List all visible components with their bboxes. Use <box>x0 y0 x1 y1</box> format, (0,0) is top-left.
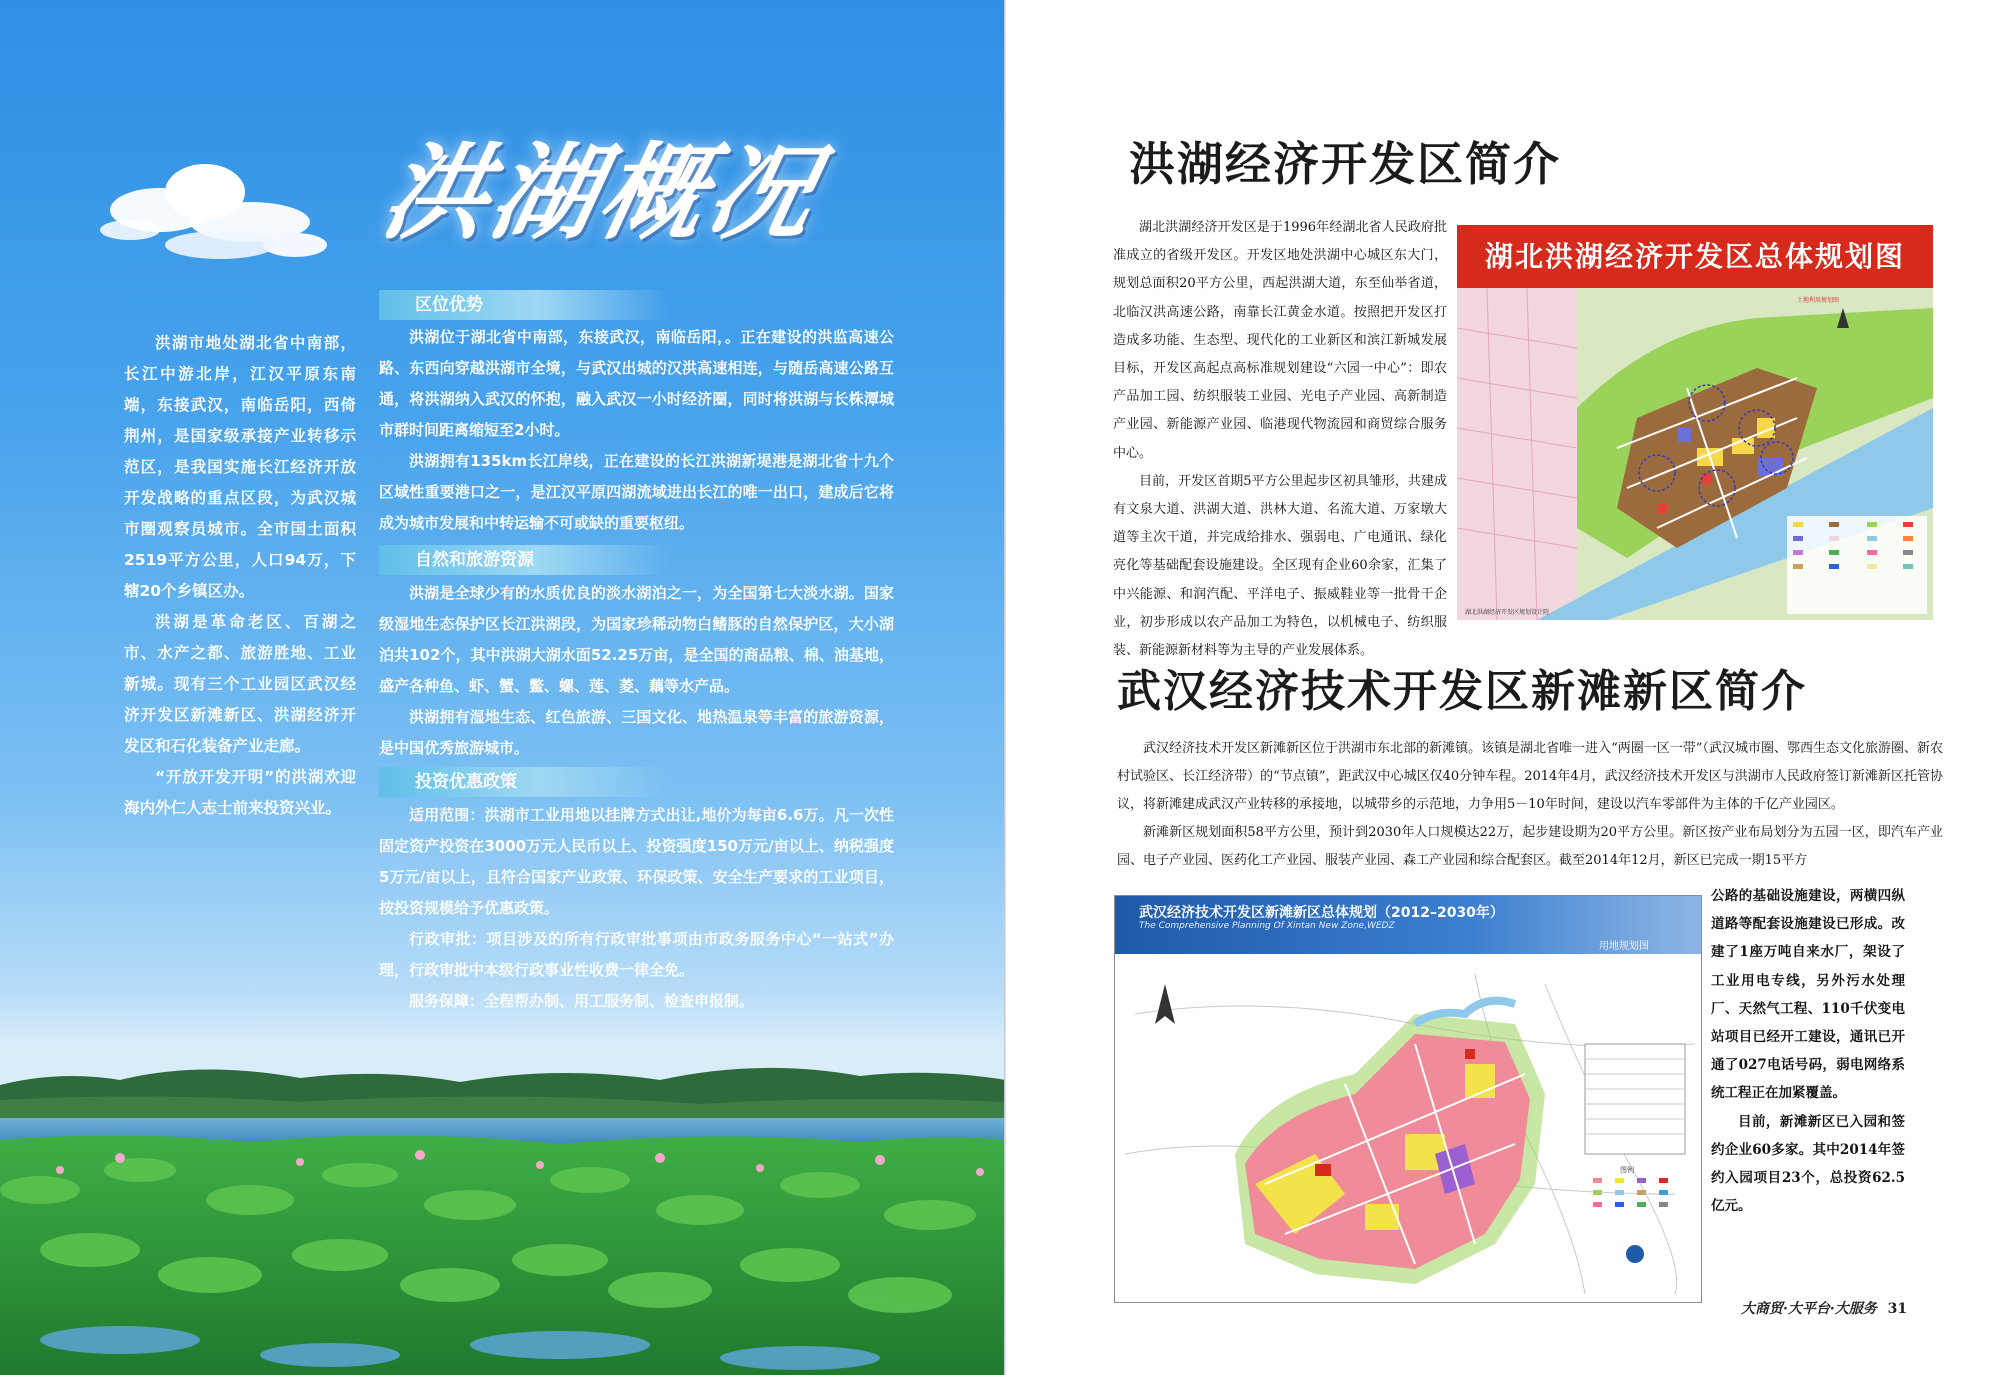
map-title: 武汉经济技术开发区新滩新区总体规划（2012–2030年） <box>1139 905 1504 921</box>
page-number: 31 <box>1887 1301 1908 1317</box>
intro-paragraph: 洪湖市地处湖北省中南部，长江中游北岸，江汉平原东南端，东接武汉，南临岳阳，西倚荆州，是国家级承接产业转移示范区，是我国实施长江经济开放开发战略的重点区段，为武汉城市圈观察员城市。全市国土面积2519平方公里，人口94万，下辖20个乡镇区办。 <box>124 334 356 600</box>
paragraph: 目前，开发区首期5平方公里起步区初具雏形，共建成有文泉大道、洪湖大道、洪林大道、名流大道、万家墩大道等主次干道，并完成给排水、强弱电、广电通讯、绿化亮化等基础配套设施建设。全区现有企业60余家，汇集了中兴能源、和润汽配、平洋电子、振威鞋业等一批骨干企业，初步形成以农产品加工为特色，以机械电子、纺织服装、新能源新材料等为主导的产业发展体系。 <box>1113 473 1447 659</box>
section-heading-location: 区位优势 <box>379 290 669 320</box>
map-legend-table <box>1585 1044 1685 1154</box>
paragraph: 新滩新区规划面积58平方公里，预计到2030年人口规模达22万，起步建设期为20平方公里。新区按产业布局划分为五园一区，即汽车产业园、电子产业园、医药化工产业园、服装产业园、森工产业园和综合配套区。截至2014年12月，新区已完成一期15平方 <box>1117 825 1943 868</box>
section-title-xintan: 武汉经济技术开发区新滩新区简介 <box>1117 666 1807 717</box>
paragraph: 武汉经济技术开发区新滩新区位于洪湖市东北部的新滩镇。该镇是湖北省唯一进入“两圈一区一带”（武汉城市圈、鄂西生态文化旅游圈、新农村试验区、长江经济带）的“节点镇”，距武汉中心城区仅40分钟车程。2014年4月，武汉经济技术开发区与洪湖市人民政府签订新滩新区托管协议，将新滩建成武汉产业转移的承接地，以城带乡的示范地，力争用5－10年时间，建设以汽车零部件为主体的千亿产业园区。 <box>1117 741 1943 812</box>
paragraph: 洪湖位于湖北省中南部，东接武汉，南临岳阳，。正在建设的洪监高速公路、东西向穿越洪湖市全境，与武汉出城的汉洪高速相连，与随岳高速公路互通，将洪湖纳入武汉的怀抱，融入武汉一小时经济圈，同时将洪湖与长株潭城市群时间距离缩短至2小时。 <box>379 328 894 439</box>
right-page <box>1006 0 2012 1375</box>
footer-slogan: 大商贸·大平台·大服务 <box>1741 1301 1877 1317</box>
paragraph: 服务保障：全程帮办制、用工服务制、检查申报制。 <box>409 992 755 1010</box>
planning-map-image <box>1457 288 1933 620</box>
legend-title: 图例 <box>1620 1166 1634 1174</box>
honghu-ez-planning-map <box>1457 225 1933 620</box>
map-caption: 湖北洪湖经济开发区规划设计院 <box>1465 609 1550 616</box>
paragraph: 洪湖拥有湿地生态、红色旅游、三国文化、地热温泉等丰富的旅游资源，是中国优秀旅游城市。 <box>379 708 894 757</box>
xintan-planning-map <box>1114 895 1702 1303</box>
paragraph: 洪湖是全球少有的水质优良的淡水湖泊之一，为全国第七大淡水湖。国家级湿地生态保护区长江洪湖段，为国家珍稀动物白鳍豚的自然保护区，大小湖泊共102个，其中洪湖大湖水面52.25万亩，是全国的商品粮、棉、油基地，盛产各种鱼、虾、蟹、鳖、螺、莲、菱、藕等水产品。 <box>379 584 894 695</box>
section-body-policy <box>379 800 894 1017</box>
section-body-xintan <box>1117 735 1943 875</box>
page-title: 洪湖概况 <box>372 131 831 254</box>
map-corner-label: 土地利用规划图 <box>1797 297 1840 304</box>
section-body-location <box>379 322 894 539</box>
paragraph: 行政审批：项目涉及的所有行政审批事项由市政务服务中心“一站式”办理，行政审批中本级行政事业性收费一律全免。 <box>379 930 894 979</box>
planning-institute-logo-icon <box>1626 1245 1644 1263</box>
section-body-honghu-ez <box>1113 214 1447 665</box>
map-title: 湖北洪湖经济开发区总体规划图 <box>1457 225 1933 288</box>
page-footer <box>1741 1298 1991 1322</box>
paragraph: 洪湖拥有135km长江岸线，正在建设的长江洪湖新堤港是湖北省十九个区域性重要港口之一，是江汉平原四湖流域进出长江的唯一出口，建成后它将成为城市发展和中转运输不可或缺的重要枢纽。 <box>379 452 894 532</box>
map-legend <box>1787 516 1927 614</box>
intro-paragraph: “开放开发开明”的洪湖欢迎海内外仁人志士前来投资兴业。 <box>124 768 356 817</box>
section-body-xintan-side <box>1711 882 1905 1220</box>
section-heading-policy: 投资优惠政策 <box>379 767 669 797</box>
paragraph: 适用范围：洪湖市工业用地以挂牌方式出让,地价为每亩6.6万。凡一次性固定资产投资在3000万元人民币以上、投资强度150万元/亩以上、纳税强度5万元/亩以上，且符合国家产业政策、环保政策、安全生产要求的工业项目，按投资规模给予优惠政策。 <box>379 806 894 917</box>
section-title-honghu-ez: 洪湖经济开发区简介 <box>1129 137 1561 191</box>
paragraph: 湖北洪湖经济开发区是于1996年经湖北省人民政府批准成立的省级开发区。开发区地处洪湖中心城区东大门，规划总面积20平方公里，西起洪湖大道，东至仙举省道，北临汉洪高速公路，南靠长江黄金水道。按照把开发区打造成多功能、生态型、现代化的工业新区和滨江新城发展目标，开发区高起点高标准规划建设“六园一中心”：即农产品加工园、纺织服装工业园、光电子产业园、高新制造产业园、新能源产业园、临港现代物流园和商贸综合服务中心。 <box>1113 220 1447 461</box>
map-header <box>1115 896 1701 954</box>
map-tag: 用地规划图 <box>1599 941 1649 952</box>
section-heading-resources: 自然和旅游资源 <box>379 545 669 575</box>
intro-column <box>124 328 356 824</box>
planning-map-image <box>1115 954 1701 1302</box>
map-subtitle: The Comprehensive Planning Of Xintan New Zone,WEDZ <box>1139 921 1395 931</box>
paragraph: 目前，新滩新区已入园和签约企业60多家。其中2014年签约入园项目23个，总投资62.5亿元。 <box>1711 1113 1905 1215</box>
section-body-resources <box>379 578 894 764</box>
lotus-lake-photo <box>0 1040 1006 1375</box>
intro-paragraph: 洪湖是革命老区、百湖之市、水产之都、旅游胜地、工业新城。现有三个工业园区武汉经济开发区新滩新区、洪湖经济开发区和石化装备产业走廊。 <box>124 613 356 755</box>
paragraph: 公路的基础设施建设，两横四纵道路等配套设施建设已形成。改建了1座万吨自来水厂，架设了工业用电专线，另外污水处理厂、天然气工程、110千伏变电站项目已经开工建设，通讯已开通了027电话号码，弱电网络系统工程正在加紧覆盖。 <box>1711 888 1905 1102</box>
cloud-illustration <box>90 150 330 280</box>
